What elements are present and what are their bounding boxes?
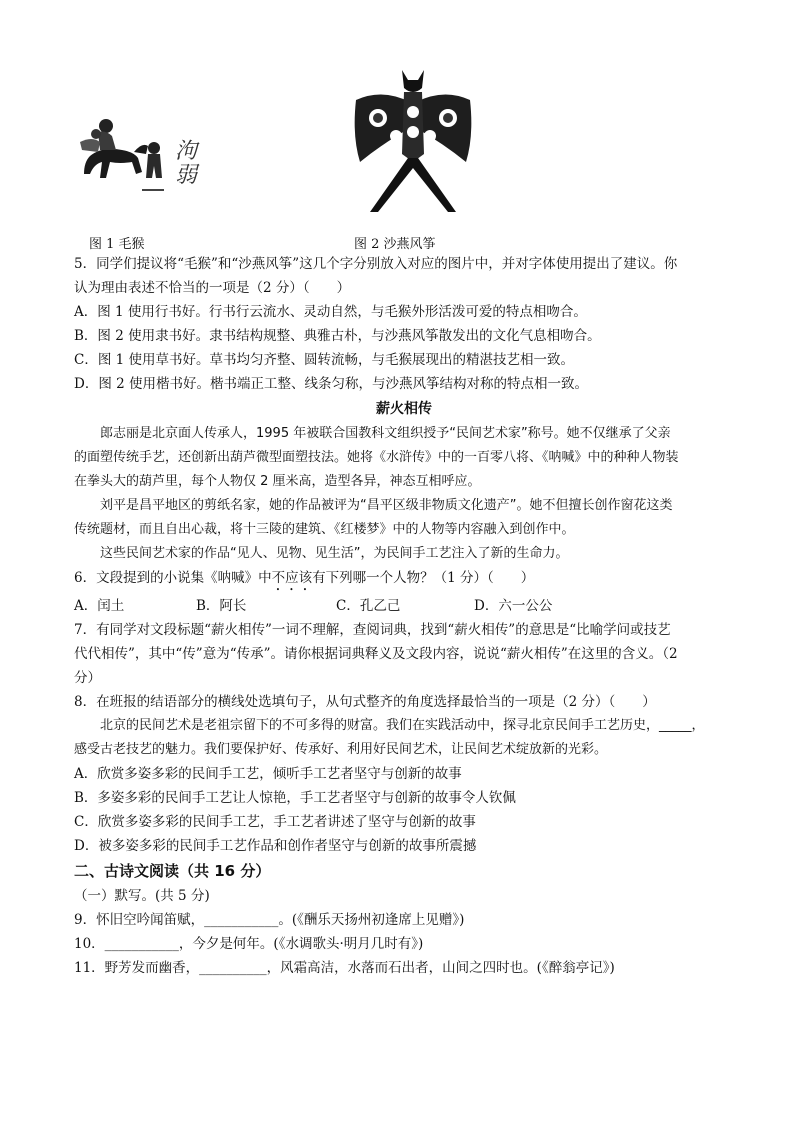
question-5: [74, 252, 734, 396]
passage-p1-line3: 在拳头大的葫芦里，每个人物仅 2 厘米高，造型各异，神态互相呼应。: [74, 474, 481, 489]
q5-stem-line1: 5．同学们提议将“毛猴”和“沙燕风筝”这几个字分别放入对应的图片中，并对字体使用提出了建议。你: [74, 256, 678, 272]
q5-option-d: D．图 2 使用楷书好。楷书端正工整、线条匀称，与沙燕风筝结构对称的特点相一致。: [74, 376, 588, 392]
document-body: [74, 252, 734, 980]
q6-stem-emphasis: 不应该: [271, 570, 313, 586]
q6-stem-post: 有下列哪一个人物？（1 分）（ ）: [312, 570, 535, 586]
q8-stem: 8．在班报的结语部分的横线处选填句子，从句式整齐的角度选择最恰当的一项是（2 分）（ ）: [74, 694, 656, 710]
q6-option-d: D．六一公公: [474, 598, 553, 614]
q6-stem: [74, 566, 734, 594]
fig1-calligraphy-char2: 弱: [175, 163, 198, 188]
passage-title: 薪火相传: [376, 401, 432, 417]
q8-paragraph-line2: 感受古老技艺的魅力。我们要保护好、传承好、利用好民间艺术，让民间艺术绽放新的光彩。: [74, 742, 608, 757]
fig2-kite-image: [352, 66, 474, 216]
section-2-title: 二、古诗文阅读（共 16 分）: [74, 862, 271, 880]
q8-option-d: D．被多姿多彩的民间手工艺作品和创作者坚守与创新的故事所震撼: [74, 838, 477, 854]
q6-stem-pre: 6．文段提到的小说集《呐喊》中: [74, 570, 272, 586]
q6-options: [74, 594, 734, 618]
q8-option-c: C．欣赏多姿多彩的民间手工艺，手工艺者讲述了坚守与创新的故事: [74, 814, 476, 830]
q7-line2: 代代相传”，其中“传”意为“传承”。请你根据词典释义及文段内容，说说“薪火相传”在这里的含义。（2: [74, 646, 678, 662]
figures-area: [0, 0, 794, 250]
question-6: [74, 566, 734, 618]
fig1-calligraphy: [175, 140, 223, 188]
question-8: [74, 690, 734, 858]
passage-p1-line2: 的面塑传统手艺，还创新出葫芦微型面塑技法。她将《水浒传》中的一百零八将、《呐喊》中的种种人物装: [74, 450, 679, 465]
section-2-subtitle: （一）默写。(共 5 分): [74, 888, 210, 904]
q7-line3: 分）: [74, 670, 101, 686]
q5-stem-line2: 认为理由表述不恰当的一项是（2 分）（ ）: [74, 280, 351, 296]
q6-option-a: A．闰土: [74, 598, 125, 614]
q7-line1: 7．有同学对文段标题“薪火相传”一词不理解，查阅词典，找到“薪火相传”的意思是“比喻学问或技艺: [74, 622, 671, 638]
q9: 9．怀旧空吟闻笛赋，___________。(《酬乐天扬州初逢席上见赠》): [74, 912, 465, 928]
q6-option-c: C．孔乙己: [336, 598, 401, 614]
passage: [74, 396, 734, 566]
q8-option-a: A．欣赏多姿多彩的民间手工艺，倾听手工艺者坚守与创新的故事: [74, 766, 462, 782]
passage-p3-line1: 这些民间艺术家的作品“见人、见物、见生活”，为民间手工艺注入了新的生命力。: [100, 546, 569, 561]
q6-option-b: B．阿长: [196, 598, 247, 614]
section-2: [74, 858, 734, 980]
q5-option-a: A．图 1 使用行书好。行书行云流水、灵动自然，与毛猴外形活泼可爱的特点相吻合。: [74, 304, 587, 320]
passage-p1-line1: 郎志丽是北京面人传承人，1995 年被联合国教科文组织授予“民间艺术家”称号。她不仅继承了父亲: [100, 426, 671, 441]
fig1-calligraphy-char1: 泃: [175, 139, 198, 164]
q5-option-c: C．图 1 使用草书好。草书均匀齐整、圆转流畅，与毛猴展现出的精湛技艺相一致。: [74, 352, 574, 368]
passage-p2-line2: 传统题材，而且自出心裁，将十三陵的建筑、《红楼梦》中的人物等内容融入到创作中。: [74, 522, 575, 537]
question-7: [74, 618, 734, 690]
fig1-caption: 图 1 毛猴: [89, 237, 145, 252]
fig2-caption: 图 2 沙燕风筝: [354, 237, 436, 252]
q11: 11．野芳发而幽香，__________，风霜高洁，水落而石出者，山间之四时也。(《醉翁亭记》): [74, 960, 615, 976]
q8-option-b: B．多姿多彩的民间手工艺让人惊艳，手工艺者坚守与创新的故事令人钦佩: [74, 790, 516, 806]
passage-p2-line1: 刘平是昌平地区的剪纸名家，她的作品被评为“昌平区级非物质文化遗产”。她不但擅长创作窗花这类: [100, 498, 673, 513]
q8-paragraph-line1: 北京的民间艺术是老祖宗留下的不可多得的财富。我们在实践活动中，探寻北京民间手工艺历史，_____，: [100, 718, 705, 733]
q5-option-b: B．图 2 使用隶书好。隶书结构规整、典雅古朴，与沙燕风筝散发出的文化气息相吻合。: [74, 328, 601, 344]
q10: 10．___________，今夕是何年。(《水调歌头·明月几时有》): [74, 936, 424, 952]
